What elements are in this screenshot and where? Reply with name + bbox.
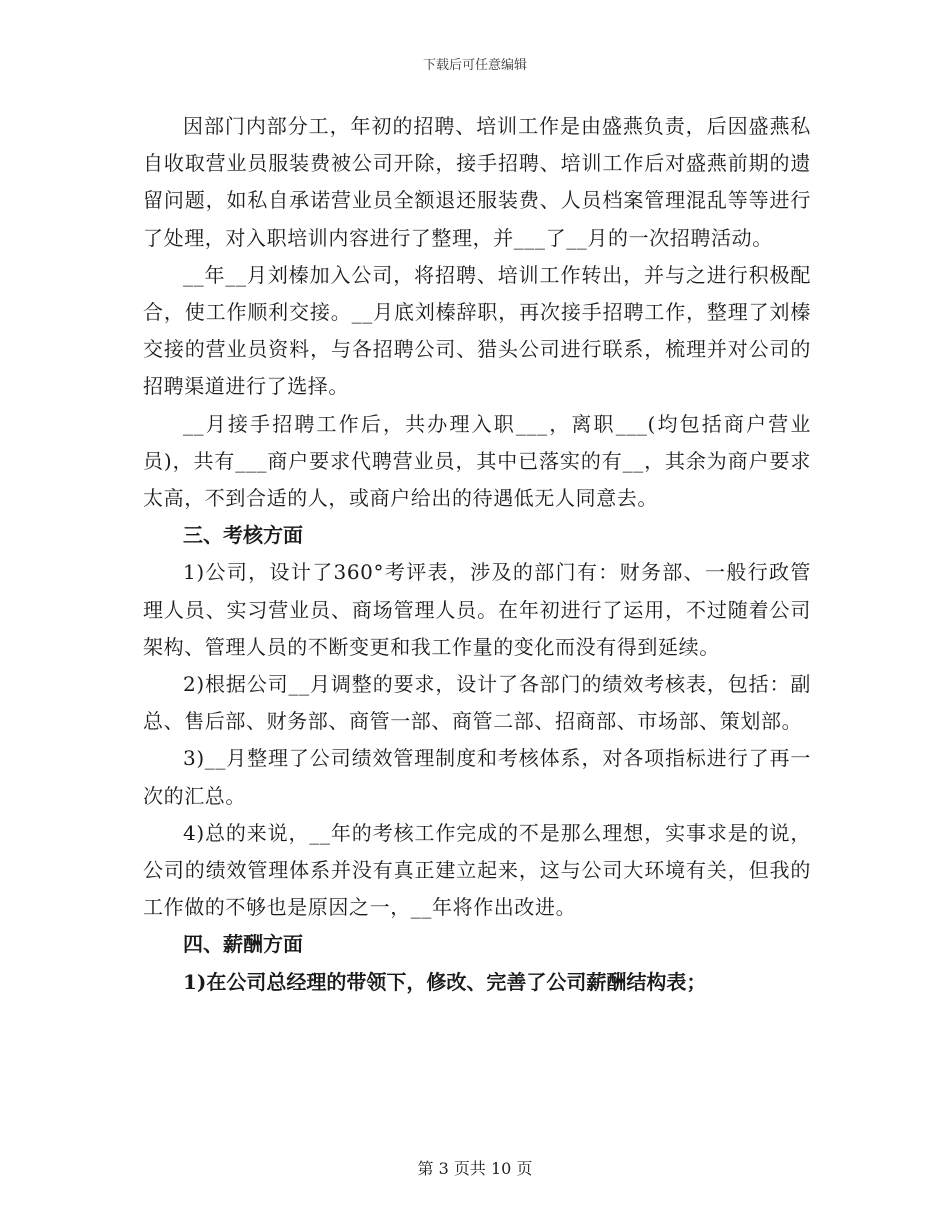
document-body [143,108,811,1001]
paragraph-recruitment-handover: 因部门内部分工，年初的招聘、培训工作是由盛燕负责，后因盛燕私自收取营业员服装费被公司开除，接手招聘、培训工作后对盛燕前期的遗留问题，如私自承诺营业员全额退还服装费、人员档案管理混乱等等进行了处理，对入职培训内容进行了整理，并___了__月的一次招聘活动。 [143,114,811,250]
assessment-item-3: 3)__月整理了公司绩效管理制度和考核体系，对各项指标进行了再一次的汇总。 [143,746,811,808]
page-header: 下载后可任意编辑 [422,58,527,73]
section-heading-assessment: 三、考核方面 [183,523,303,548]
page-footer: 第 3 页共 10 页 [417,1159,533,1178]
assessment-item-4: 4)总的来说，__年的考核工作完成的不是那么理想，实事求是的说，公司的绩效管理体系并没有真正建立起来，这与公司大环境有关，但我的工作做的不够也是原因之一，__年将作出改进。 [143,820,811,920]
section-heading-salary: 四、薪酬方面 [183,932,303,957]
salary-item-1: 1)在公司总经理的带领下，修改、完善了公司薪酬结构表； [183,969,707,994]
assessment-item-2: 2)根据公司__月调整的要求，设计了各部门的绩效考核表，包括：副总、售后部、财务部、商管一部、商管二部、招商部、市场部、策划部。 [143,672,811,734]
paragraph-onboarding-stats: __月接手招聘工作后，共办理入职___，离职___(均包括商户营业员)，共有___商户要求代聘营业员，其中已落实的有__，其余为商户要求太高，不到合适的人，或商户给出的待遇低无人同意去。 [143,411,811,511]
paragraph-liu-zhen: __年__月刘榛加入公司，将招聘、培训工作转出，并与之进行积极配合，使工作顺利交接。__月底刘榛辞职，再次接手招聘工作，整理了刘榛交接的营业员资料，与各招聘公司、猎头公司进行联系，梳理并对公司的招聘渠道进行了选择。 [143,262,811,399]
assessment-item-1: 1)公司，设计了360°考评表，涉及的部门有：财务部、一般行政管理人员、实习营业员、商场管理人员。在年初进行了运用，不过随着公司架构、管理人员的不断变更和我工作量的变化而没有得到延续。 [143,560,811,659]
